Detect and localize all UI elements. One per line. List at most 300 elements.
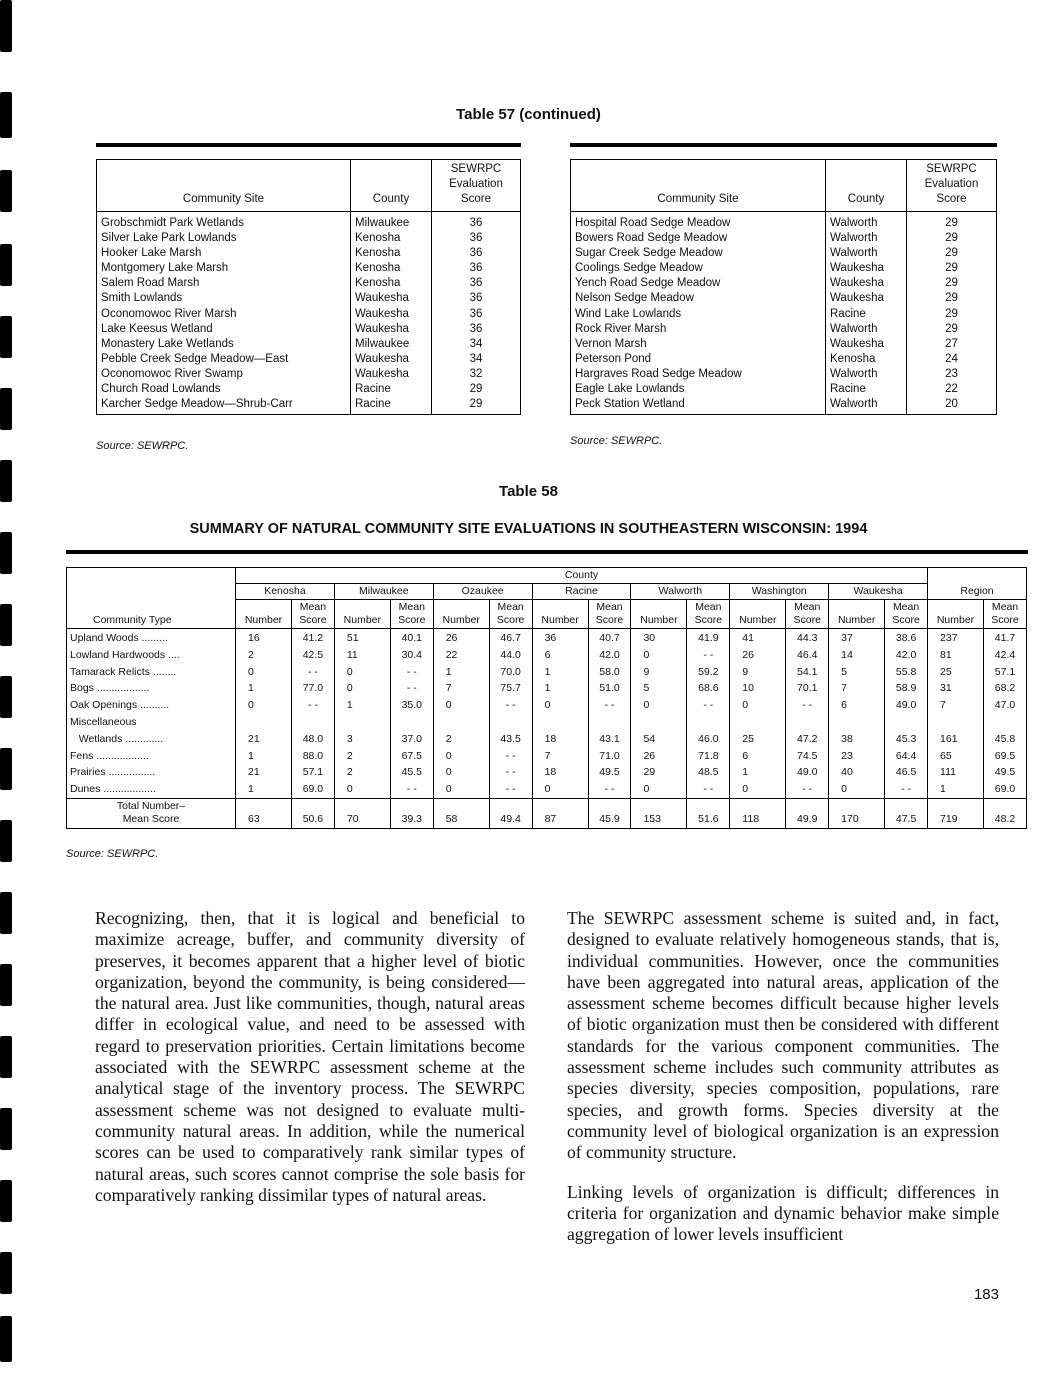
number-cell: 21 bbox=[236, 731, 292, 748]
body-right-paragraph-1: The SEWRPC assessment scheme is suited and, in fact, designed to evaluate relatively homogeneous stands, that is, individual communities. However, once the communities have been aggregated into natural areas, application of the assessment scheme becomes difficult because higher levels of biotic organization must then be considered with different standards for the various component communities. The assessment scheme includes such community attributes as species diversity, species composition, populations, rare species, and growth forms. Species diversity at the community level of biological organization is an expression of community structure. bbox=[567, 908, 999, 1163]
table57-right-rule bbox=[570, 143, 997, 147]
number-cell: 161 bbox=[928, 731, 984, 748]
community-site-cell: Rock River Marsh bbox=[571, 322, 826, 337]
mean-score-header: Mean Score bbox=[291, 600, 334, 629]
body-right-paragraph-2: Linking levels of organization is difficult; differences in criteria for organization and dynamic behavior make simple aggregation of lower levels insufficient bbox=[567, 1181, 999, 1245]
total-mean-score-cell: 39.3 bbox=[390, 798, 433, 828]
mean-score-cell: - - bbox=[291, 697, 334, 714]
table57-right bbox=[570, 143, 997, 415]
number-header: Number bbox=[730, 600, 786, 629]
total-mean-score-cell: 49.9 bbox=[786, 798, 829, 828]
mean-score-cell: - - bbox=[390, 664, 433, 681]
table-row bbox=[67, 680, 1027, 697]
total-number-cell: 87 bbox=[532, 798, 588, 828]
total-number-cell: 70 bbox=[334, 798, 390, 828]
table-row bbox=[571, 367, 997, 382]
mean-score-cell: 51.0 bbox=[588, 680, 631, 697]
community-site-cell: Smith Lowlands bbox=[97, 291, 351, 306]
number-cell: 111 bbox=[928, 764, 984, 781]
table-row bbox=[97, 337, 521, 352]
community-site-cell: Pebble Creek Sedge Meadow—East bbox=[97, 352, 351, 367]
header-community-type: Community Type bbox=[67, 568, 236, 629]
table-row bbox=[97, 367, 521, 382]
number-header: Number bbox=[236, 600, 292, 629]
mean-score-cell: 44.0 bbox=[489, 647, 532, 664]
mean-score-cell: - - bbox=[390, 781, 433, 798]
table-row bbox=[571, 246, 997, 261]
number-cell: 0 bbox=[631, 781, 687, 798]
number-cell: 7 bbox=[829, 680, 885, 697]
mean-score-cell: - - bbox=[489, 748, 532, 765]
mean-score-cell: 49.5 bbox=[984, 764, 1027, 781]
mean-score-cell: 49.0 bbox=[885, 697, 928, 714]
table-row bbox=[67, 647, 1027, 664]
table58-title: SUMMARY OF NATURAL COMMUNITY SITE EVALUATIONS IN SOUTHEASTERN WISCONSIN: 1994 bbox=[189, 521, 868, 537]
number-cell: 9 bbox=[730, 664, 786, 681]
number-cell: 36 bbox=[532, 629, 588, 647]
total-number-cell: 719 bbox=[928, 798, 984, 828]
number-cell: 14 bbox=[829, 647, 885, 664]
header-community-site: Community Site bbox=[571, 160, 826, 212]
mean-score-cell: 45.3 bbox=[885, 731, 928, 748]
number-cell: 29 bbox=[631, 764, 687, 781]
number-header: Number bbox=[334, 600, 390, 629]
number-cell: 26 bbox=[631, 748, 687, 765]
page-number: 183 bbox=[973, 1286, 999, 1303]
number-cell: 0 bbox=[433, 764, 489, 781]
body-right-column bbox=[567, 908, 999, 1263]
score-cell: 29 bbox=[907, 246, 997, 261]
header-county: County bbox=[826, 160, 907, 212]
mean-score-cell: - - bbox=[588, 697, 631, 714]
community-site-cell: Bowers Road Sedge Meadow bbox=[571, 231, 826, 246]
score-cell: 29 bbox=[907, 322, 997, 337]
mean-score-cell: 74.5 bbox=[786, 748, 829, 765]
table58-rule bbox=[66, 550, 1028, 554]
county-cell: Milwaukee bbox=[351, 337, 432, 352]
number-cell: 51 bbox=[334, 629, 390, 647]
table-row bbox=[97, 261, 521, 276]
number-cell: 0 bbox=[730, 697, 786, 714]
number-cell: 11 bbox=[334, 647, 390, 664]
mean-score-cell: 88.0 bbox=[291, 748, 334, 765]
county-cell: Walworth bbox=[826, 397, 907, 415]
mean-score-header: Mean Score bbox=[588, 600, 631, 629]
mean-score-cell: - - bbox=[687, 781, 730, 798]
mean-score-cell bbox=[786, 714, 829, 731]
community-site-cell: Lake Keesus Wetland bbox=[97, 322, 351, 337]
mean-score-cell: 54.1 bbox=[786, 664, 829, 681]
community-site-cell: Oconomowoc River Marsh bbox=[97, 307, 351, 322]
number-cell: 6 bbox=[829, 697, 885, 714]
score-cell: 29 bbox=[907, 261, 997, 276]
community-site-cell: Nelson Sedge Meadow bbox=[571, 291, 826, 306]
mean-score-header: Mean Score bbox=[786, 600, 829, 629]
score-cell: 29 bbox=[907, 212, 997, 232]
table57-left-rule bbox=[96, 143, 521, 147]
county-cell: Kenosha bbox=[351, 261, 432, 276]
mean-score-cell: 43.1 bbox=[588, 731, 631, 748]
table57-source-right: Source: SEWRPC. bbox=[570, 435, 663, 447]
mean-score-cell: 42.0 bbox=[885, 647, 928, 664]
number-cell: 25 bbox=[730, 731, 786, 748]
mean-score-cell: 45.8 bbox=[984, 731, 1027, 748]
number-cell bbox=[532, 714, 588, 731]
county-cell: Kenosha bbox=[826, 352, 907, 367]
mean-score-cell: 68.2 bbox=[984, 680, 1027, 697]
table-row bbox=[97, 276, 521, 291]
mean-score-cell: 49.0 bbox=[786, 764, 829, 781]
number-cell bbox=[829, 714, 885, 731]
mean-score-cell bbox=[588, 714, 631, 731]
table-row bbox=[571, 307, 997, 322]
table58 bbox=[66, 567, 1027, 829]
community-type-cell: Wetlands ............. bbox=[67, 731, 236, 748]
mean-score-cell: 69.0 bbox=[291, 781, 334, 798]
number-cell: 0 bbox=[334, 781, 390, 798]
table-row bbox=[97, 322, 521, 337]
mean-score-cell: 77.0 bbox=[291, 680, 334, 697]
total-number-cell: 58 bbox=[433, 798, 489, 828]
community-site-cell: Wind Lake Lowlands bbox=[571, 307, 826, 322]
table57-source-left: Source: SEWRPC. bbox=[96, 440, 189, 452]
mean-score-cell: 47.2 bbox=[786, 731, 829, 748]
mean-score-cell: 70.1 bbox=[786, 680, 829, 697]
number-cell bbox=[631, 714, 687, 731]
community-site-cell: Salem Road Marsh bbox=[97, 276, 351, 291]
county-cell: Walworth bbox=[826, 231, 907, 246]
county-cell: Waukesha bbox=[826, 337, 907, 352]
number-cell: 22 bbox=[433, 647, 489, 664]
total-mean-score-cell: 47.5 bbox=[885, 798, 928, 828]
mean-score-cell: 46.5 bbox=[885, 764, 928, 781]
county-cell: Waukesha bbox=[826, 276, 907, 291]
number-cell bbox=[236, 714, 292, 731]
county-cell: Racine bbox=[826, 307, 907, 322]
community-site-cell: Eagle Lake Lowlands bbox=[571, 382, 826, 397]
mean-score-cell: 69.0 bbox=[984, 781, 1027, 798]
mean-score-cell: 41.9 bbox=[687, 629, 730, 647]
table57-title: Table 57 (continued) bbox=[456, 106, 601, 123]
mean-score-cell: 42.5 bbox=[291, 647, 334, 664]
county-header-waukesha: Waukesha bbox=[829, 584, 928, 600]
community-site-cell: Coolings Sedge Meadow bbox=[571, 261, 826, 276]
number-cell: 81 bbox=[928, 647, 984, 664]
county-cell: Racine bbox=[351, 382, 432, 397]
table-row bbox=[97, 382, 521, 397]
total-mean-score-cell: 51.6 bbox=[687, 798, 730, 828]
table-row bbox=[571, 322, 997, 337]
mean-score-cell: 41.2 bbox=[291, 629, 334, 647]
number-cell: 0 bbox=[236, 697, 292, 714]
number-cell: 7 bbox=[433, 680, 489, 697]
county-cell: Waukesha bbox=[351, 307, 432, 322]
number-cell: 38 bbox=[829, 731, 885, 748]
mean-score-cell: 37.0 bbox=[390, 731, 433, 748]
mean-score-cell: - - bbox=[390, 680, 433, 697]
mean-score-cell: 46.0 bbox=[687, 731, 730, 748]
score-cell: 36 bbox=[432, 322, 521, 337]
county-cell: Racine bbox=[826, 382, 907, 397]
score-cell: 23 bbox=[907, 367, 997, 382]
mean-score-cell: - - bbox=[786, 697, 829, 714]
total-number-cell: 170 bbox=[829, 798, 885, 828]
total-mean-score-cell: 45.9 bbox=[588, 798, 631, 828]
mean-score-cell: 42.0 bbox=[588, 647, 631, 664]
total-number-cell: 153 bbox=[631, 798, 687, 828]
table-row bbox=[97, 352, 521, 367]
mean-score-cell: 57.1 bbox=[984, 664, 1027, 681]
number-cell: 1 bbox=[236, 748, 292, 765]
number-cell: 7 bbox=[532, 748, 588, 765]
mean-score-cell: - - bbox=[489, 697, 532, 714]
mean-score-cell: 57.1 bbox=[291, 764, 334, 781]
mean-score-cell: 55.8 bbox=[885, 664, 928, 681]
score-cell: 29 bbox=[907, 231, 997, 246]
header-county-group: County bbox=[236, 568, 928, 584]
header-county: County bbox=[351, 160, 432, 212]
number-cell bbox=[730, 714, 786, 731]
mean-score-header: Mean Score bbox=[390, 600, 433, 629]
mean-score-cell: 70.0 bbox=[489, 664, 532, 681]
table-row bbox=[571, 397, 997, 415]
number-cell: 0 bbox=[829, 781, 885, 798]
table-row bbox=[571, 352, 997, 367]
table-row bbox=[571, 291, 997, 306]
county-cell: Waukesha bbox=[351, 352, 432, 367]
county-header-racine: Racine bbox=[532, 584, 631, 600]
number-header: Number bbox=[829, 600, 885, 629]
mean-score-cell: 41.7 bbox=[984, 629, 1027, 647]
community-site-cell: Hospital Road Sedge Meadow bbox=[571, 212, 826, 232]
mean-score-cell bbox=[885, 714, 928, 731]
number-cell: 7 bbox=[928, 697, 984, 714]
community-site-cell: Church Road Lowlands bbox=[97, 382, 351, 397]
table-row bbox=[67, 781, 1027, 798]
community-type-cell: Oak Openings .......... bbox=[67, 697, 236, 714]
county-cell: Kenosha bbox=[351, 276, 432, 291]
table-row bbox=[67, 731, 1027, 748]
number-cell: 1 bbox=[532, 680, 588, 697]
community-site-cell: Montgomery Lake Marsh bbox=[97, 261, 351, 276]
header-score: SEWRPC Evaluation Score bbox=[907, 160, 997, 212]
body-left-paragraph: Recognizing, then, that it is logical and beneficial to maximize acreage, buffer, and community diversity of preserves, it becomes apparent that a higher level of biotic organization, beyond the community, is being considered—the natural area. Just like communities, though, natural areas differ in ecological value, and need to be assessed with regard to preservation priorities. Certain limitations become associated with the SEWRPC assessment scheme at the analytical stage of the inventory process. The SEWRPC assessment scheme was not designed to evaluate multi-community natural areas. In addition, while the numerical scores can be used to comparatively rank similar types of natural areas, such scores cannot comprise the sole basis for comparatively ranking dissimilar types of natural areas. bbox=[95, 908, 525, 1205]
score-cell: 27 bbox=[907, 337, 997, 352]
mean-score-cell: 44.3 bbox=[786, 629, 829, 647]
mean-score-cell: 64.4 bbox=[885, 748, 928, 765]
score-cell: 36 bbox=[432, 276, 521, 291]
mean-score-cell: 48.0 bbox=[291, 731, 334, 748]
county-cell: Waukesha bbox=[826, 291, 907, 306]
mean-score-cell: 71.8 bbox=[687, 748, 730, 765]
table-row bbox=[571, 276, 997, 291]
mean-score-cell: 67.5 bbox=[390, 748, 433, 765]
table-row bbox=[67, 748, 1027, 765]
number-cell: 37 bbox=[829, 629, 885, 647]
community-site-cell: Oconomowoc River Swamp bbox=[97, 367, 351, 382]
score-cell: 24 bbox=[907, 352, 997, 367]
score-cell: 36 bbox=[432, 246, 521, 261]
number-cell: 18 bbox=[532, 764, 588, 781]
table-row bbox=[97, 246, 521, 261]
mean-score-cell: 45.5 bbox=[390, 764, 433, 781]
table-row bbox=[67, 714, 1027, 731]
mean-score-cell: - - bbox=[588, 781, 631, 798]
community-site-cell: Yench Road Sedge Meadow bbox=[571, 276, 826, 291]
number-cell: 237 bbox=[928, 629, 984, 647]
number-cell: 0 bbox=[532, 781, 588, 798]
number-cell: 5 bbox=[631, 680, 687, 697]
number-cell: 0 bbox=[532, 697, 588, 714]
mean-score-cell: 49.5 bbox=[588, 764, 631, 781]
score-cell: 36 bbox=[432, 212, 521, 232]
county-cell: Kenosha bbox=[351, 231, 432, 246]
community-site-cell: Vernon Marsh bbox=[571, 337, 826, 352]
number-cell: 0 bbox=[631, 697, 687, 714]
county-cell: Walworth bbox=[826, 367, 907, 382]
county-cell: Milwaukee bbox=[351, 212, 432, 232]
mean-score-header: Mean Score bbox=[687, 600, 730, 629]
number-cell bbox=[433, 714, 489, 731]
score-cell: 34 bbox=[432, 352, 521, 367]
mean-score-cell: 43.5 bbox=[489, 731, 532, 748]
county-header-ozaukee: Ozaukee bbox=[433, 584, 532, 600]
score-cell: 36 bbox=[432, 307, 521, 322]
number-cell: 18 bbox=[532, 731, 588, 748]
mean-score-cell bbox=[390, 714, 433, 731]
table-row bbox=[97, 212, 521, 232]
table-row bbox=[97, 231, 521, 246]
number-cell: 21 bbox=[236, 764, 292, 781]
mean-score-header: Mean Score bbox=[489, 600, 532, 629]
number-cell: 26 bbox=[433, 629, 489, 647]
table-row bbox=[97, 307, 521, 322]
score-cell: 36 bbox=[432, 261, 521, 276]
community-site-cell: Karcher Sedge Meadow—Shrub-Carr bbox=[97, 397, 351, 415]
number-cell: 10 bbox=[730, 680, 786, 697]
number-cell: 0 bbox=[334, 680, 390, 697]
number-cell: 0 bbox=[433, 697, 489, 714]
community-type-cell: Lowland Hardwoods .... bbox=[67, 647, 236, 664]
mean-score-cell: - - bbox=[687, 647, 730, 664]
mean-score-cell: 40.7 bbox=[588, 629, 631, 647]
header-community-site: Community Site bbox=[97, 160, 351, 212]
mean-score-cell: - - bbox=[786, 781, 829, 798]
community-site-cell: Hargraves Road Sedge Meadow bbox=[571, 367, 826, 382]
mean-score-cell: 58.9 bbox=[885, 680, 928, 697]
community-site-cell: Silver Lake Park Lowlands bbox=[97, 231, 351, 246]
mean-score-cell: 47.0 bbox=[984, 697, 1027, 714]
mean-score-cell: 46.7 bbox=[489, 629, 532, 647]
mean-score-cell: 69.5 bbox=[984, 748, 1027, 765]
number-cell: 0 bbox=[334, 664, 390, 681]
number-cell: 3 bbox=[334, 731, 390, 748]
number-cell: 2 bbox=[334, 748, 390, 765]
community-site-cell: Hooker Lake Marsh bbox=[97, 246, 351, 261]
number-cell: 1 bbox=[236, 680, 292, 697]
table-row bbox=[67, 764, 1027, 781]
mean-score-cell: 40.1 bbox=[390, 629, 433, 647]
number-cell: 2 bbox=[334, 764, 390, 781]
header-score: SEWRPC Evaluation Score bbox=[432, 160, 521, 212]
mean-score-cell bbox=[291, 714, 334, 731]
table-row bbox=[571, 382, 997, 397]
total-number-cell: 118 bbox=[730, 798, 786, 828]
number-cell: 9 bbox=[631, 664, 687, 681]
mean-score-cell: - - bbox=[291, 664, 334, 681]
county-cell: Walworth bbox=[826, 322, 907, 337]
table-row bbox=[67, 664, 1027, 681]
number-cell: 5 bbox=[829, 664, 885, 681]
county-header-milwaukee: Milwaukee bbox=[334, 584, 433, 600]
total-row bbox=[67, 798, 1027, 828]
binding-marks bbox=[0, 0, 16, 1379]
number-cell: 6 bbox=[532, 647, 588, 664]
community-site-cell: Peterson Pond bbox=[571, 352, 826, 367]
number-cell: 1 bbox=[928, 781, 984, 798]
score-cell: 22 bbox=[907, 382, 997, 397]
number-header: Number bbox=[532, 600, 588, 629]
table-row bbox=[571, 212, 997, 232]
mean-score-cell bbox=[489, 714, 532, 731]
county-cell: Walworth bbox=[826, 212, 907, 232]
community-type-cell: Fens .................. bbox=[67, 748, 236, 765]
number-cell: 65 bbox=[928, 748, 984, 765]
number-cell: 25 bbox=[928, 664, 984, 681]
number-cell: 1 bbox=[433, 664, 489, 681]
score-cell: 29 bbox=[432, 382, 521, 397]
mean-score-cell: 30.4 bbox=[390, 647, 433, 664]
mean-score-cell: 71.0 bbox=[588, 748, 631, 765]
mean-score-cell: 75.7 bbox=[489, 680, 532, 697]
county-cell: Walworth bbox=[826, 246, 907, 261]
mean-score-cell: - - bbox=[489, 781, 532, 798]
mean-score-cell: 46.4 bbox=[786, 647, 829, 664]
community-type-cell: Dunes .................. bbox=[67, 781, 236, 798]
number-cell: 2 bbox=[236, 647, 292, 664]
number-cell: 0 bbox=[236, 664, 292, 681]
mean-score-cell: - - bbox=[885, 781, 928, 798]
county-cell: Kenosha bbox=[351, 246, 432, 261]
community-type-cell: Miscellaneous bbox=[67, 714, 236, 731]
community-site-cell: Peck Station Wetland bbox=[571, 397, 826, 415]
community-type-cell: Bogs .................. bbox=[67, 680, 236, 697]
mean-score-cell: 68.6 bbox=[687, 680, 730, 697]
county-cell: Racine bbox=[351, 397, 432, 415]
score-cell: 36 bbox=[432, 291, 521, 306]
county-header-kenosha: Kenosha bbox=[236, 584, 335, 600]
number-cell: 1 bbox=[730, 764, 786, 781]
score-cell: 34 bbox=[432, 337, 521, 352]
number-cell bbox=[334, 714, 390, 731]
total-mean-score-cell: 48.2 bbox=[984, 798, 1027, 828]
score-cell: 32 bbox=[432, 367, 521, 382]
number-cell: 54 bbox=[631, 731, 687, 748]
county-header-walworth: Walworth bbox=[631, 584, 730, 600]
number-cell: 23 bbox=[829, 748, 885, 765]
mean-score-cell bbox=[984, 714, 1027, 731]
score-cell: 29 bbox=[907, 291, 997, 306]
mean-score-cell: 58.0 bbox=[588, 664, 631, 681]
number-cell bbox=[928, 714, 984, 731]
number-cell: 1 bbox=[334, 697, 390, 714]
number-cell: 0 bbox=[631, 647, 687, 664]
table58-source: Source: SEWRPC. bbox=[66, 848, 159, 860]
total-mean-score-cell: 50.6 bbox=[291, 798, 334, 828]
table-row bbox=[97, 291, 521, 306]
table57-left bbox=[96, 143, 521, 415]
table58-label: Table 58 bbox=[499, 483, 558, 500]
